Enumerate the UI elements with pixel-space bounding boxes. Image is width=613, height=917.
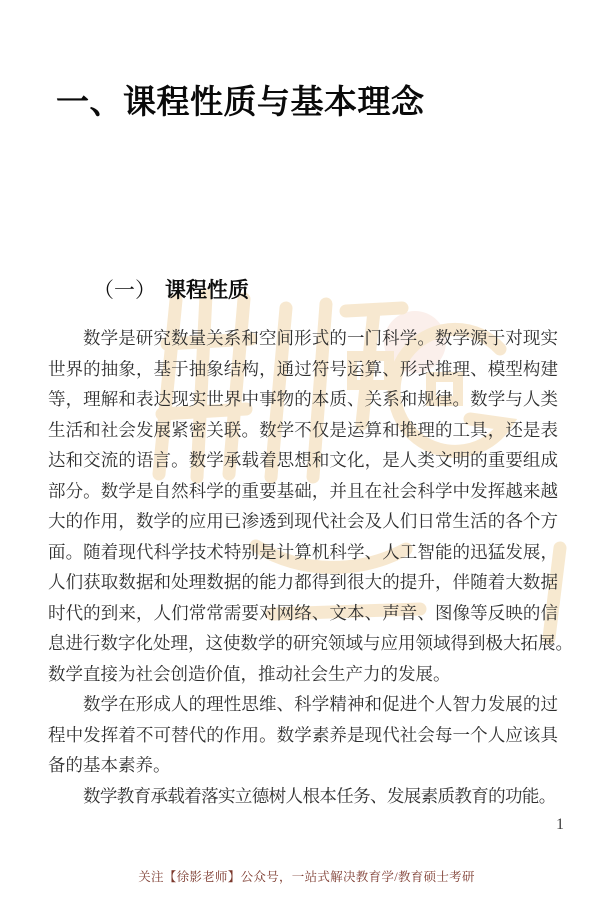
section-title: 课程性质: [165, 278, 249, 303]
text-line: 数学是研究数量关系和空间形式的一门科学。数学源于对现实: [83, 328, 558, 348]
text-line: 备的基本素养。: [48, 755, 171, 775]
paragraph-3: [48, 781, 558, 812]
text-line: 时代的到来，人们常常需要对网络、文本、声音、图像等反映的信: [48, 602, 558, 623]
text-line: 数学教育承载着落实立德树人根本任务、发展素质教育的功能。: [83, 785, 556, 806]
text-line: 世界的抽象，基于抽象结构，通过符号运算、形式推理、模型构建: [48, 358, 558, 379]
paragraph-1: [48, 323, 573, 689]
text-line: 人们获取数据和处理数据的能力都得到很大的提升，伴随着大数据: [48, 572, 558, 592]
text-line: 程中发挥着不可替代的作用。数学素养是现代社会每一个人应该具: [48, 724, 558, 745]
text-line: 部分。数学是自然科学的重要基础，并且在社会科学中发挥越来越: [48, 480, 558, 501]
text-line: 生活和社会发展紧密关联。数学不仅是运算和推理的工具，还是表: [48, 419, 558, 440]
text-line: 息进行数字化处理，这使数学的研究领域与应用领域得到极大拓展。: [48, 633, 573, 653]
text-line: 大的作用，数学的应用已渗透到现代社会及人们日常生活的各个方: [48, 511, 558, 531]
body-text: [48, 323, 573, 811]
text-line: 等，理解和表达现实世界中事物的本质、关系和规律。数学与人类: [48, 389, 558, 409]
page-number: 1: [556, 816, 564, 833]
text-line: 数学直接为社会创造价值，推动社会生产力的发展。: [48, 663, 451, 684]
footer-note: 关注【徐影老师】公众号，一站式解决教育学/教育硕士考研: [138, 870, 475, 884]
text-line: 数学在形成人的理性思维、科学精神和促进个人智力发展的过: [83, 694, 558, 714]
paragraph-2: [48, 689, 558, 781]
page-title: 一、课程性质与基本理念: [56, 85, 425, 122]
section-heading: [93, 274, 249, 304]
section-number: （一）: [93, 278, 156, 303]
text-line: 面。随着现代科学技术特别是计算机科学、人工智能的迅猛发展，: [48, 541, 558, 562]
text-line: 达和交流的语言。数学承载着思想和文化，是人类文明的重要组成: [48, 450, 558, 470]
